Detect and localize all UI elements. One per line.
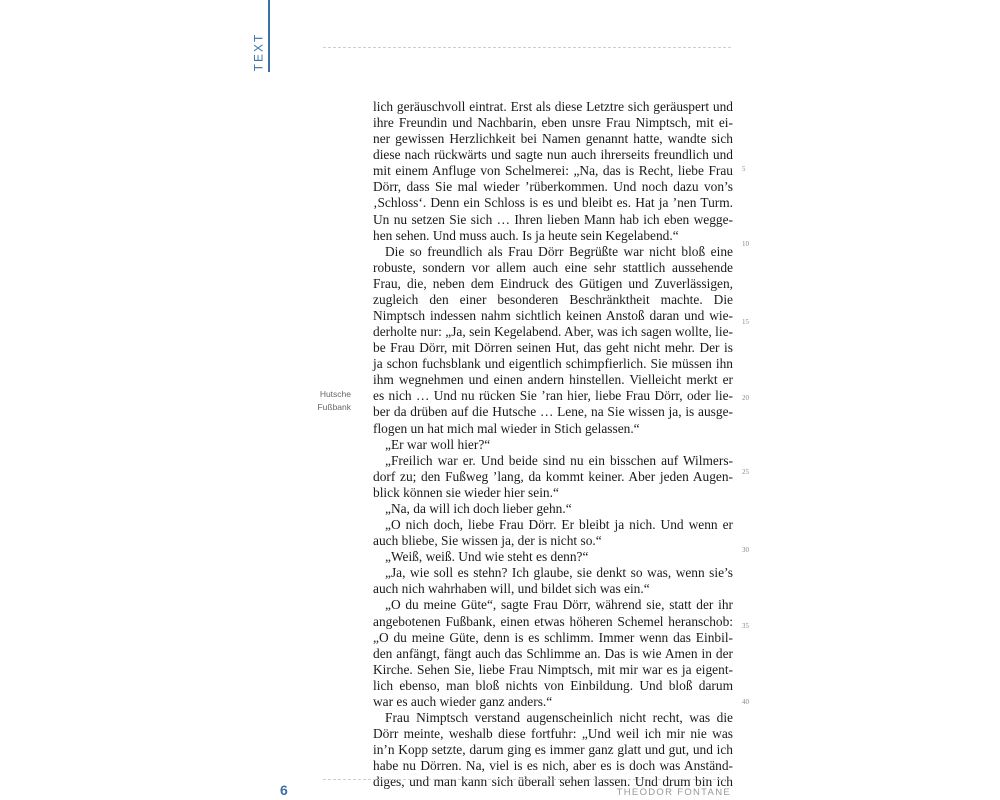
text-line: „Ja, wie soll es stehn? Ich glaube, sie denkt so was, wenn sie’s — [385, 565, 733, 581]
text-line: ber da drüben auf die Hutsche … Lene, na Sie wissen ja, is ausge- — [373, 404, 733, 420]
line-number: 10 — [742, 240, 749, 248]
text-line: es nich … Und nu rücken Sie ’ran hier, liebe Frau Dörr, oder lie- — [373, 388, 733, 404]
text-line: dorf zu; den Fußweg ’lang, da kommt keiner. Aber jeden Augen- — [373, 468, 733, 484]
text-line: „O du meine Güte, denn is es schlimm. Immer wenn das Einbil- — [373, 629, 733, 645]
text-line: habe nu Dörren. Na, viel is es nich, aber es is doch was Anständ- — [373, 758, 733, 774]
text-line: Nimptsch indessen nahm sichtlich keinen Anstoß daran und wie- — [373, 308, 733, 324]
text-line: Frau Nimptsch verstand augenscheinlich nicht recht, was die — [385, 709, 733, 725]
text-line: robuste, sondern vor allem auch eine sehr stattlich aussehende — [373, 259, 733, 275]
line-number: 5 — [742, 165, 746, 173]
text-line: flogen un hat mich mal wieder in Stich gelassen.“ — [373, 420, 640, 436]
text-line: Dörr meinte, weshalb diese fortfuhr: „Und weil ich mir nie was — [373, 726, 733, 742]
text-line: in’n Kopp setzte, darum ging es immer ganz glatt und gut, und ich — [373, 742, 733, 758]
text-line: ihm wegnehmen und einen andern hinstellen. Vielleicht merkt er — [373, 372, 733, 388]
margin-note-hutsche: Hutsche — [319, 389, 351, 399]
margin-note-fussbank: Fußbank — [317, 402, 351, 412]
section-accent-rule — [268, 0, 270, 72]
line-number: 20 — [742, 394, 749, 402]
line-number: 35 — [742, 622, 749, 630]
running-footer-author: THEODOR FONTANE — [616, 787, 731, 798]
text-line: lich ebenso, man bloß nichts von Einbildung. Und bloß darum — [373, 677, 733, 693]
text-line: ja schon fuchsblank und eigentlich schimpfierlich. Sie müssen ihn — [373, 356, 733, 372]
text-line: Frau, die, neben dem Eindruck des Gütigen und Zuverlässigen, — [373, 275, 733, 291]
text-line: lich geräuschvoll eintrat. Erst als diese Letztre sich geräuspert und — [373, 99, 733, 114]
text-line: ihre Freundin und Nachbarin, eben unsre Frau Nimptsch, mit ei- — [373, 115, 733, 131]
page-number: 6 — [280, 782, 288, 798]
section-label-text: TEXT — [251, 32, 266, 72]
text-line: „Freilich war er. Und beide sind nu ein bisschen auf Wilmers- — [385, 452, 733, 468]
text-line: mit einem Anfluge von Schelmerei: „Na, das is Recht, liebe Frau — [373, 163, 733, 179]
text-line: war es auch wieder ganz anders.“ — [373, 693, 553, 709]
text-line: „O du meine Güte“, sagte Frau Dörr, während sie, statt der ihr — [385, 597, 733, 613]
line-number: 40 — [742, 698, 749, 706]
text-line: „Na, da will ich doch lieber gehn.“ — [385, 500, 572, 516]
text-line: „Er war woll hier?“ — [385, 436, 491, 452]
section-label — [246, 30, 270, 74]
text-line: zugleich den einer besonderen Beschränktheit machte. Die — [373, 291, 733, 307]
text-line: diese nach rückwärts und sagte nun auch ihrerseits freundlich und — [373, 147, 733, 163]
text-line: diges, und man kann sich überall sehen lassen. Und drum bin ich — [373, 774, 733, 790]
text-line: blick können sie wieder hier sein.“ — [373, 484, 559, 500]
text-line: Die so freundlich als Frau Dörr Begrüßte war nicht bloß eine — [385, 243, 733, 259]
text-line: derholte nur: „Ja, sein Kegelabend. Aber, was ich sagen wollte, lie- — [373, 324, 733, 340]
text-line: Dörr, dass Sie mal wieder ’rüberkommen. Und noch dazu von’s — [373, 179, 733, 195]
text-line: den anfängt, fängt auch das Schlimme an. Das is wie Amen in der — [373, 645, 733, 661]
text-line: auch bliebe, Sie wissen ja, der is nicht so.“ — [373, 533, 602, 549]
line-number: 25 — [742, 468, 749, 476]
text-line: Un nu setzen Sie sich … Ihren lieben Mann hab ich eben wegge- — [373, 211, 733, 227]
line-number: 15 — [742, 318, 749, 326]
text-line: auch nich wahrhaben will, und bildet sich was ein.“ — [373, 581, 650, 597]
text-line: angebotenen Fußbank, einen etwas höheren Schemel heranschob: — [373, 613, 733, 629]
text-line: hen sehen. Und muss auch. Is ja heute sein Kegelabend.“ — [373, 227, 679, 243]
text-line: ner gewissen Herzlichkeit bei Namen genannt hatte, wandte sich — [373, 131, 733, 147]
top-divider — [323, 47, 731, 48]
text-line: „O nich doch, liebe Frau Dörr. Er bleibt ja nich. Und wenn er — [385, 517, 733, 533]
text-line: Kirche. Sehen Sie, liebe Frau Nimptsch, mit mir war es ja eigent- — [373, 661, 733, 677]
text-line: ‚Schloss‘. Denn ein Schloss is es und bleibt es. Hat ja ’nen Turm. — [373, 195, 733, 211]
bottom-divider — [323, 779, 731, 780]
text-line: be Frau Dörr, mit Dörren seinen Hut, das geht nicht mehr. Der is — [373, 340, 733, 356]
line-number: 30 — [742, 546, 749, 554]
text-line: „Weiß, weiß. Und wie steht es denn?“ — [385, 549, 589, 565]
body-text — [373, 99, 733, 790]
